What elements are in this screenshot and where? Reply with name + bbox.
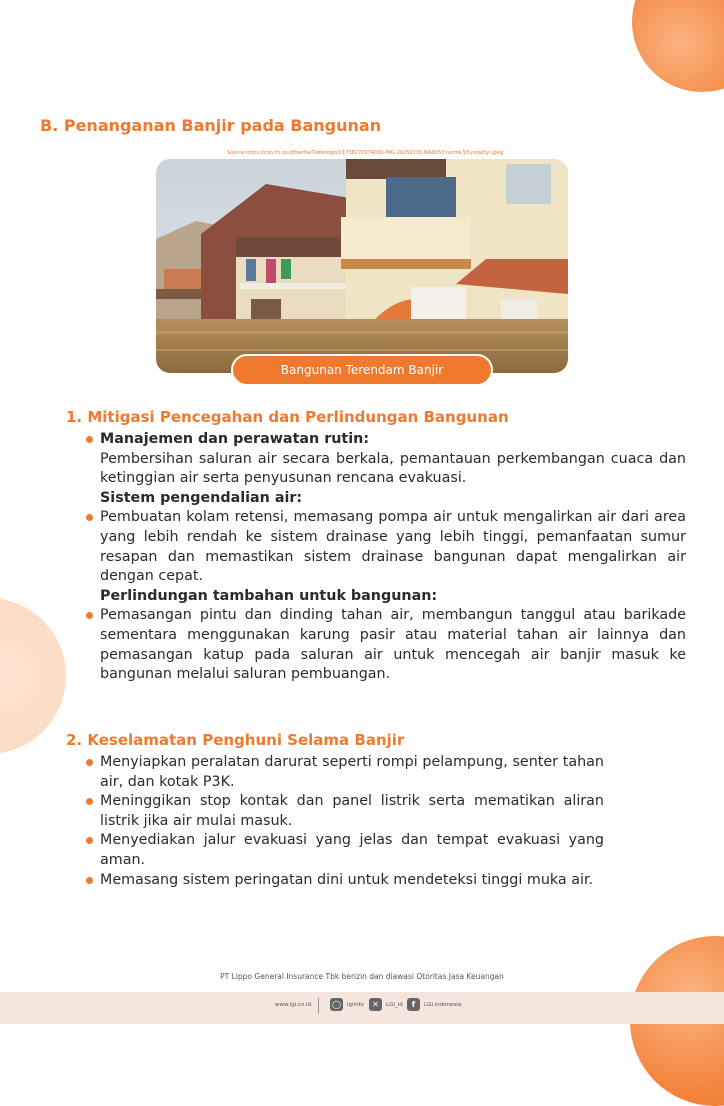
item-heading: Sistem pengendalian air: bbox=[100, 489, 303, 506]
side-decoration-left bbox=[0, 598, 66, 754]
image-caption: Bangunan Terendam Banjir bbox=[231, 354, 493, 386]
list-item bbox=[86, 430, 686, 489]
footer-disclaimer: PT Lippo General Insurance Tbk berizin dan diawasi Otoritas Jasa Keuangan bbox=[220, 972, 504, 981]
list-item bbox=[86, 606, 686, 684]
image-source: Source:https://cdn.rri.co.id/berita/Tinfkonglo/l/1738270374030-IMG-20250130-WA0053'nurmk3j5yxdw5yi.jpeg bbox=[227, 150, 503, 156]
bullet-icon bbox=[86, 612, 93, 619]
facebook-handle: LGI.indonesia bbox=[424, 1001, 462, 1008]
section-title: B. Penanganan Banjir pada Bangunan bbox=[40, 116, 382, 135]
list-item bbox=[86, 792, 604, 831]
mitigation-list bbox=[86, 430, 686, 685]
item-heading: Perlindungan tambahan untuk bangunan: bbox=[100, 587, 438, 604]
bullet-icon bbox=[86, 877, 93, 884]
list-item bbox=[86, 831, 604, 870]
flood-photo bbox=[156, 159, 568, 373]
item-text: Pemasangan pintu dan dinding tahan air, membangun tanggul atau barikade sementara menggunakan karung pasir atau material tahan air lainnya dan pemasangan katup pada saluran air untuk mencegah air banjir masuk ke bangunan melalui saluran pembuangan. bbox=[100, 607, 686, 683]
bullet-icon bbox=[86, 436, 93, 443]
list-item bbox=[86, 871, 604, 891]
item-heading: Manajemen dan perawatan rutin: bbox=[100, 431, 370, 447]
item-text: Memasang sistem peringatan dini untuk mendeteksi tinggi muka air. bbox=[100, 871, 594, 888]
item-text: Pembersihan saluran air secara berkala, pemantauan perkembangan cuaca dan ketinggian air serta penyusunan rencana evakuasi. bbox=[100, 450, 686, 487]
item-text: Menyiapkan peralatan darurat seperti rompi pelampung, senter tahan air, dan kotak P3K. bbox=[100, 754, 604, 790]
item-text: Menyediakan jalur evakuasi yang jelas dan tempat evakuasi yang aman. bbox=[100, 832, 604, 868]
list-item bbox=[86, 753, 604, 792]
bullet-icon bbox=[86, 759, 93, 766]
item-text: Meninggikan stop kontak dan panel listrik serta mematikan aliran listrik jika air mulai masuk. bbox=[100, 793, 604, 829]
section-heading-safety: 2. Keselamatan Penghuni Selama Banjir bbox=[66, 731, 405, 749]
safety-list bbox=[86, 753, 604, 890]
instagram-icon: ◯ bbox=[330, 998, 343, 1011]
instagram-link[interactable] bbox=[330, 998, 364, 1011]
bullet-icon bbox=[86, 798, 93, 805]
x-link[interactable] bbox=[369, 998, 403, 1011]
bullet-icon bbox=[86, 514, 93, 521]
list-item bbox=[86, 508, 686, 586]
facebook-link[interactable] bbox=[407, 998, 461, 1011]
instagram-handle: lgiinfo bbox=[347, 1001, 364, 1008]
x-handle: LGI_id bbox=[386, 1001, 403, 1008]
footer-divider bbox=[318, 998, 319, 1014]
item-text: Pembuatan kolam retensi, memasang pompa air untuk mengalirkan air dari area yang lebih rendah ke sistem drainase yang lebih tinggi, pemanfaatan sumur resapan dan memastikan sistem drainase bangunan dapat mengalirkan air dengan cepat. bbox=[100, 509, 686, 585]
x-icon: ✕ bbox=[369, 998, 382, 1011]
bullet-icon bbox=[86, 837, 93, 844]
website-link[interactable]: www.lgi.co.id bbox=[275, 1002, 312, 1008]
corner-decoration-top-right bbox=[632, 0, 724, 92]
section-heading-mitigation: 1. Mitigasi Pencegahan dan Perlindungan Bangunan bbox=[66, 408, 509, 426]
facebook-icon: f bbox=[407, 998, 420, 1011]
